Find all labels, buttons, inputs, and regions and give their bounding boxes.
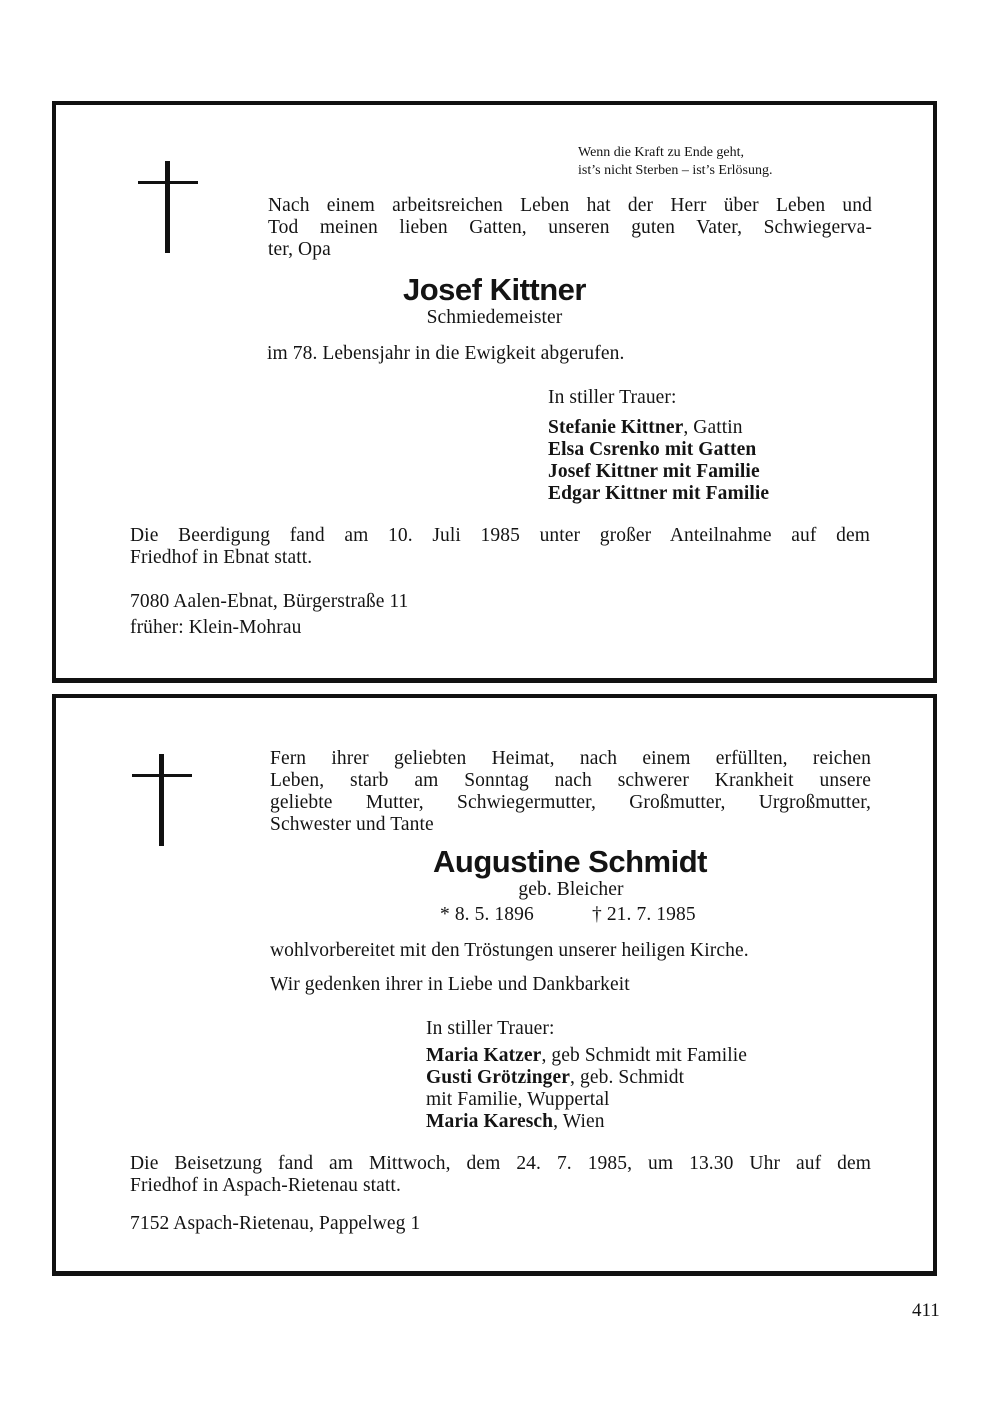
obituary-notice-augustine-schmidt	[52, 694, 937, 1276]
intro-line-4: Schwester und Tante	[270, 814, 434, 835]
intro-line-3: ter, Opa	[268, 239, 331, 260]
intro-line-2: Tod meinen lieben Gatten, unseren guten Vater, Schwiegerva-	[268, 217, 872, 238]
funeral-line-2: Friedhof in Aspach-Rietenau statt.	[130, 1175, 401, 1196]
cross-icon	[138, 161, 198, 253]
age-line: im 78. Lebensjahr in die Ewigkeit abgerufen.	[267, 343, 625, 364]
obituary-notice-josef-kittner	[52, 101, 937, 683]
death-date: † 21. 7. 1985	[592, 904, 696, 925]
mourner-2: Gusti Grötzinger, geb. Schmidt	[426, 1067, 685, 1088]
maiden-name: geb. Bleicher	[518, 879, 624, 900]
funeral-line-2: Friedhof in Ebnat statt.	[130, 547, 313, 568]
mourner-4: Edgar Kittner mit Familie	[548, 483, 770, 504]
mourners-heading: In stiller Trauer:	[426, 1018, 555, 1039]
intro-line-1: Nach einem arbeitsreichen Leben hat der Herr über Leben und	[268, 195, 872, 216]
address-line: 7152 Aspach-Rietenau, Pappelweg 1	[130, 1213, 421, 1234]
mourner-2-continued: mit Familie, Wuppertal	[426, 1089, 610, 1110]
mourner-2: Elsa Csrenko mit Gatten	[548, 439, 757, 460]
profession: Schmiedemeister	[426, 307, 563, 328]
remember-line: Wir gedenken ihrer in Liebe und Dankbarkeit	[270, 974, 630, 995]
funeral-line-1: Die Beisetzung fand am Mittwoch, dem 24. 7. 1985, um 13.30 Uhr auf dem	[130, 1153, 871, 1174]
address-line-1: 7080 Aalen-Ebnat, Bürgerstraße 11	[130, 591, 409, 612]
motto-line-1: Wenn die Kraft zu Ende geht,	[578, 145, 745, 160]
funeral-line-1: Die Beerdigung fand am 10. Juli 1985 unter großer Anteilnahme auf dem	[130, 525, 870, 546]
mourners-heading: In stiller Trauer:	[548, 387, 677, 408]
birth-date: * 8. 5. 1896	[440, 904, 534, 925]
mourner-1: Maria Katzer, geb Schmidt mit Familie	[426, 1045, 748, 1066]
deceased-name: Augustine Schmidt	[433, 844, 707, 879]
sacrament-line: wohlvorbereitet mit den Tröstungen unserer heiligen Kirche.	[270, 940, 749, 961]
page-number: 411	[912, 1300, 940, 1321]
address-line-2: früher: Klein-Mohrau	[130, 617, 302, 638]
intro-line-2: Leben, starb am Sonntag nach schwerer Krankheit unsere	[270, 770, 871, 791]
intro-line-3: geliebte Mutter, Schwiegermutter, Großmutter, Urgroßmutter,	[270, 792, 871, 813]
motto-line-2: ist’s nicht Sterben – ist’s Erlösung.	[578, 163, 773, 178]
cross-icon	[132, 754, 192, 846]
deceased-name: Josef Kittner	[403, 272, 586, 307]
mourner-3: Maria Karesch, Wien	[426, 1111, 605, 1132]
intro-line-1: Fern ihrer geliebten Heimat, nach einem erfüllten, reichen	[270, 748, 871, 769]
mourner-3: Josef Kittner mit Familie	[548, 461, 760, 482]
mourner-1: Stefanie Kittner, Gattin	[548, 417, 743, 438]
